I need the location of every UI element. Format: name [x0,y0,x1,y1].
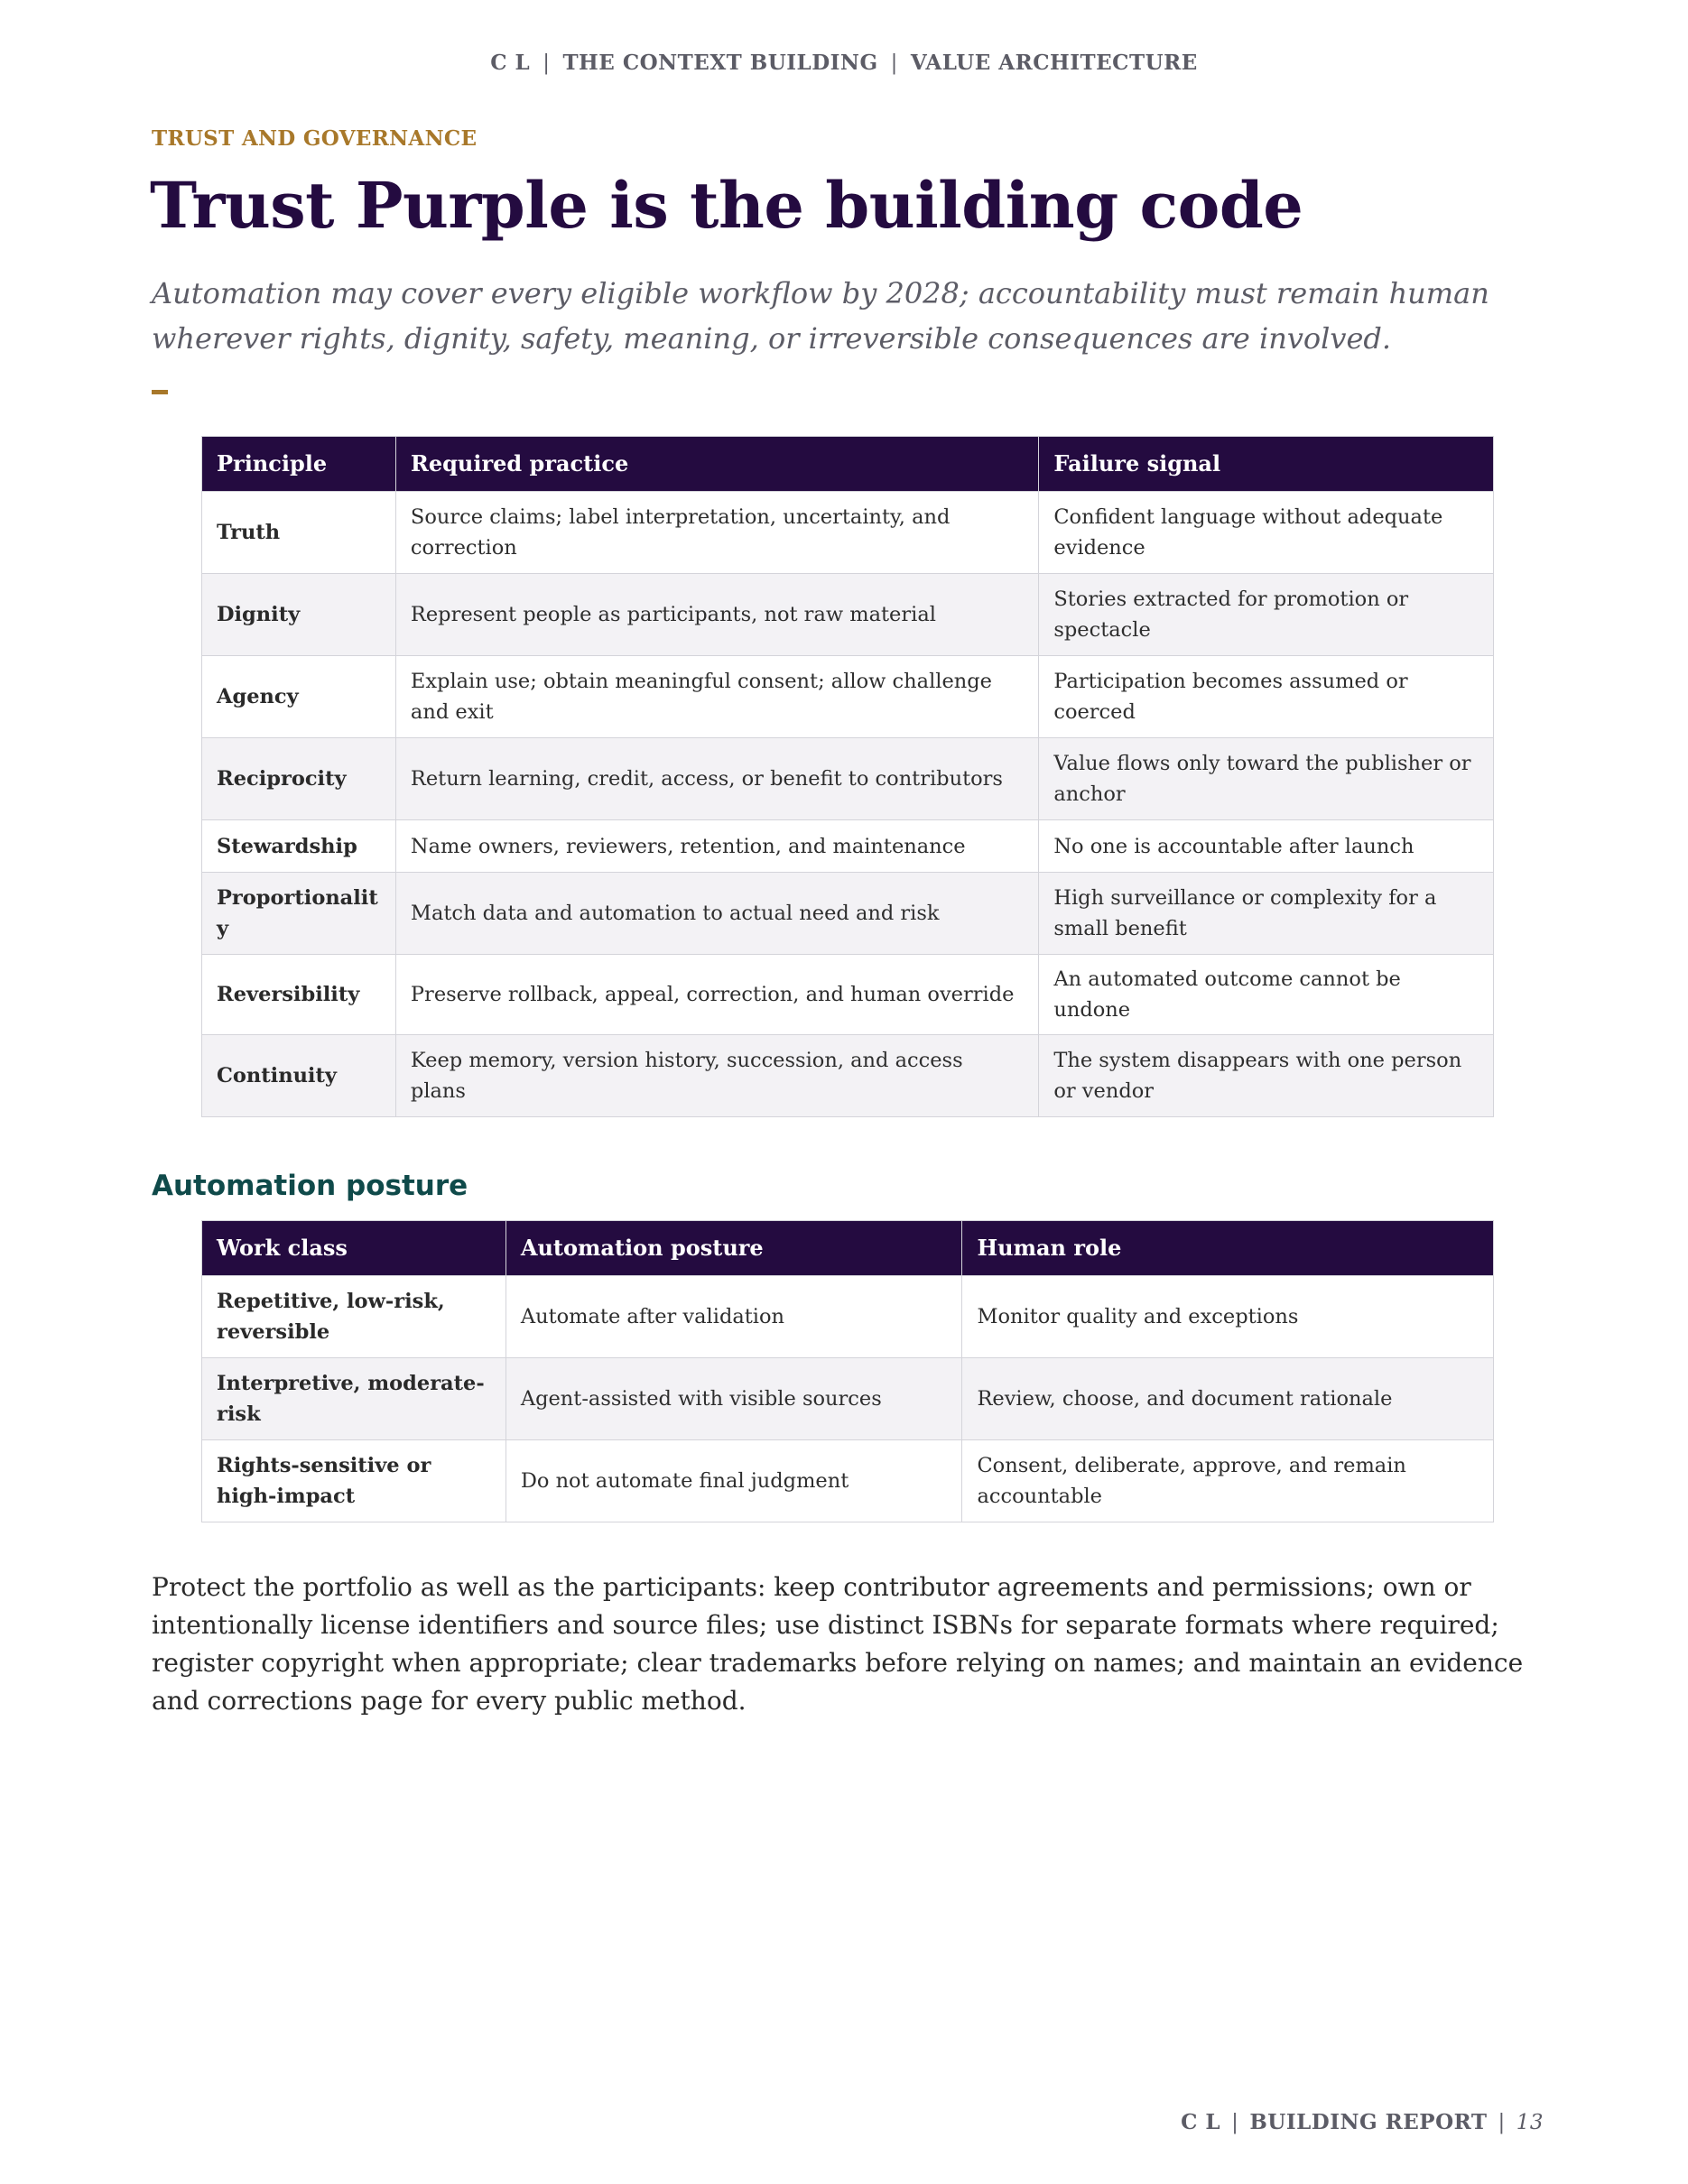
header-chapter: VALUE ARCHITECTURE [910,51,1198,75]
table-header-row [202,437,1494,492]
practice-cell: Return learning, credit, access, or benefit to contributors [395,738,1038,820]
table-row [202,1276,1494,1358]
practice-cell: Preserve rollback, appeal, correction, and human override [395,955,1038,1035]
failure-signal-cell: Confident language without adequate evidence [1039,492,1494,574]
automation-posture-cell: Do not automate final judgment [505,1440,962,1522]
failure-signal-cell: Participation becomes assumed or coerced [1039,656,1494,738]
failure-signal-cell: Stories extracted for promotion or spectacle [1039,574,1494,656]
page-number: 13 [1516,2111,1544,2134]
running-footer [1181,2110,1544,2134]
section-eyebrow: TRUST AND GOVERNANCE [152,126,478,151]
automation-section-heading: Automation posture [152,1170,468,1202]
header-brand: C L [490,51,531,75]
header-separator: | [890,51,898,75]
principles-table [201,436,1494,1117]
page-subtitle: Automation may cover every eligible workflow by 2028; accountability must remain human wherever rights, dignity, safety, meaning, or irreversible consequences are involved. [152,276,1489,356]
failure-signal-cell: The system disappears with one person or vendor [1039,1035,1494,1117]
failure-signal-cell: High surveillance or complexity for a small benefit [1039,873,1494,955]
automation-posture-cell: Automate after validation [505,1276,962,1358]
practice-cell: Source claims; label interpretation, uncertainty, and correction [395,492,1038,574]
failure-signal-cell: No one is accountable after launch [1039,820,1494,873]
principle-cell: Reciprocity [202,738,396,820]
automation-posture-table [201,1220,1494,1522]
principle-cell: Stewardship [202,820,396,873]
footer-report-name: BUILDING REPORT [1249,2110,1488,2134]
principle-cell: Dignity [202,574,396,656]
practice-cell: Keep memory, version history, succession, and access plans [395,1035,1038,1117]
principle-cell: Proportionality [202,873,396,955]
failure-signal-cell: An automated outcome cannot be undone [1039,955,1494,1035]
principle-cell: Agency [202,656,396,738]
footer-separator: | [1231,2111,1239,2134]
human-role-cell: Review, choose, and document rationale [962,1358,1494,1440]
human-role-cell: Monitor quality and exceptions [962,1276,1494,1358]
automation-posture-cell: Agent-assisted with visible sources [505,1358,962,1440]
table-row [202,820,1494,873]
practice-cell: Match data and automation to actual need and risk [395,873,1038,955]
practice-cell: Name owners, reviewers, retention, and maintenance [395,820,1038,873]
column-header-principle: Principle [202,437,396,492]
running-header [0,51,1688,75]
work-class-cell: Rights-sensitive or high-impact [202,1440,506,1522]
table-row [202,955,1494,1035]
principle-cell: Reversibility [202,955,396,1035]
column-header-human-role: Human role [962,1221,1494,1276]
table-row [202,492,1494,574]
footer-separator: | [1498,2111,1506,2134]
table-row [202,738,1494,820]
column-header-failure-signal: Failure signal [1039,437,1494,492]
column-header-work-class: Work class [202,1221,506,1276]
work-class-cell: Interpretive, moderate-risk [202,1358,506,1440]
principle-cell: Continuity [202,1035,396,1117]
header-separator: | [543,51,551,75]
footer-brand: C L [1181,2110,1221,2134]
column-header-automation-posture: Automation posture [505,1221,962,1276]
header-section: THE CONTEXT BUILDING [562,51,878,75]
page-title: Trust Purple is the building code [150,168,1303,243]
table-header-row [202,1221,1494,1276]
table-row [202,1440,1494,1522]
table-row [202,1035,1494,1117]
table-row [202,873,1494,955]
accent-rule [152,390,168,394]
body-paragraph: Protect the portfolio as well as the participants: keep contributor agreements and permissions; own or intentionally license identifiers and source files; use distinct ISBNs for separate formats where required; register copyright when appropriate; clear trademarks before relying on names; and maintain an evidence and corrections page for every public method. [152,1572,1524,1716]
work-class-cell: Repetitive, low-risk, reversible [202,1276,506,1358]
column-header-required-practice: Required practice [395,437,1038,492]
practice-cell: Explain use; obtain meaningful consent; allow challenge and exit [395,656,1038,738]
table-row [202,574,1494,656]
table-row [202,656,1494,738]
table-row [202,1358,1494,1440]
practice-cell: Represent people as participants, not raw material [395,574,1038,656]
failure-signal-cell: Value flows only toward the publisher or anchor [1039,738,1494,820]
principle-cell: Truth [202,492,396,574]
human-role-cell: Consent, deliberate, approve, and remain accountable [962,1440,1494,1522]
